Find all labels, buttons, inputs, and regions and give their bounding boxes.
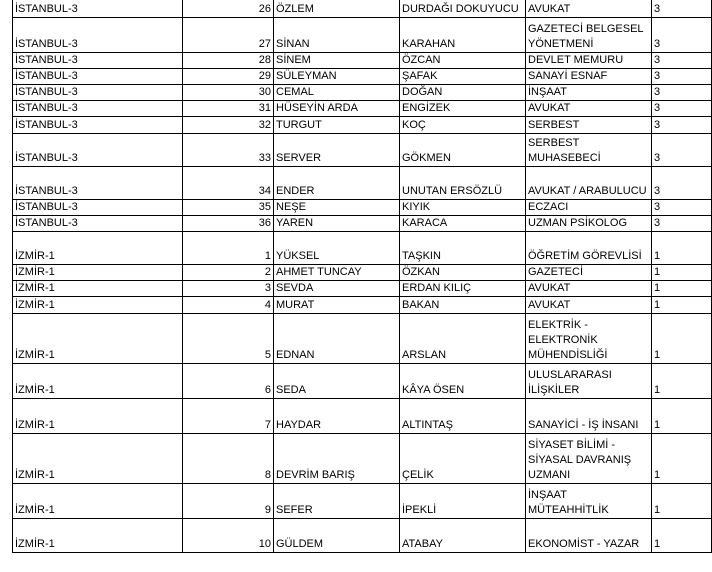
cell-order-number: 2: [183, 265, 274, 281]
cell-profession: AVUKAT: [526, 281, 652, 297]
cell-order-number: 29: [183, 69, 274, 85]
table-row: [13, 167, 712, 200]
cell-district: İZMİR-1: [13, 297, 183, 314]
cell-district: İZMİR-1: [13, 399, 183, 434]
cell-order-number: 7: [183, 399, 274, 434]
cell-first-name: SİNEM: [274, 53, 400, 69]
cell-order-number: 28: [183, 53, 274, 69]
cell-code: 3: [652, 0, 712, 18]
cell-profession: AVUKAT: [526, 101, 652, 117]
cell-order-number: 31: [183, 101, 274, 117]
cell-order-number: 4: [183, 297, 274, 314]
cell-code: 1: [652, 232, 712, 265]
cell-code: 1: [652, 399, 712, 434]
cell-order-number: 6: [183, 364, 274, 399]
cell-district: İZMİR-1: [13, 364, 183, 399]
cell-profession: SANAYİ ESNAF: [526, 69, 652, 85]
cell-district: İSTANBUL-3: [13, 134, 183, 167]
cell-last-name: DURDAĞI DOKUYUCU: [400, 0, 526, 18]
table-row: [13, 232, 712, 265]
table-row: [13, 314, 712, 364]
cell-first-name: GÜLDEM: [274, 519, 400, 553]
cell-order-number: 36: [183, 216, 274, 232]
cell-district: İSTANBUL-3: [13, 18, 183, 53]
cell-code: 3: [652, 85, 712, 101]
cell-profession: AVUKAT: [526, 297, 652, 314]
cell-last-name: TAŞKIN: [400, 232, 526, 265]
cell-last-name: ŞAFAK: [400, 69, 526, 85]
cell-order-number: 35: [183, 200, 274, 216]
cell-profession: ÖĞRETİM GÖREVLİSİ: [526, 232, 652, 265]
cell-order-number: 33: [183, 134, 274, 167]
cell-first-name: ENDER: [274, 167, 400, 200]
cell-first-name: SEVDA: [274, 281, 400, 297]
cell-district: İZMİR-1: [13, 265, 183, 281]
cell-first-name: SÜLEYMAN: [274, 69, 400, 85]
cell-district: İZMİR-1: [13, 519, 183, 553]
table-row: [13, 281, 712, 297]
cell-district: İSTANBUL-3: [13, 85, 183, 101]
cell-last-name: KARACA: [400, 216, 526, 232]
cell-last-name: ÇELİK: [400, 434, 526, 484]
cell-district: İSTANBUL-3: [13, 0, 183, 18]
cell-district: İSTANBUL-3: [13, 200, 183, 216]
table-row: [13, 117, 712, 134]
cell-profession: AVUKAT: [526, 0, 652, 18]
cell-last-name: DOĞAN: [400, 85, 526, 101]
cell-last-name: ATABAY: [400, 519, 526, 553]
cell-code: 1: [652, 519, 712, 553]
cell-order-number: 32: [183, 117, 274, 134]
cell-code: 1: [652, 281, 712, 297]
cell-district: İSTANBUL-3: [13, 167, 183, 200]
table-row: [13, 18, 712, 53]
cell-order-number: 9: [183, 484, 274, 519]
cell-district: İZMİR-1: [13, 314, 183, 364]
cell-profession: GAZETECİ: [526, 265, 652, 281]
cell-order-number: 5: [183, 314, 274, 364]
table-row: [13, 85, 712, 101]
cell-order-number: 30: [183, 85, 274, 101]
cell-order-number: 26: [183, 0, 274, 18]
candidate-table-body: [13, 0, 712, 553]
cell-last-name: BAKAN: [400, 297, 526, 314]
cell-profession: İNŞAAT: [526, 85, 652, 101]
cell-code: 1: [652, 314, 712, 364]
cell-last-name: KIYIK: [400, 200, 526, 216]
cell-last-name: KÂYA ÖSEN: [400, 364, 526, 399]
table-row: [13, 519, 712, 553]
cell-district: İSTANBUL-3: [13, 69, 183, 85]
cell-code: 3: [652, 53, 712, 69]
cell-first-name: HAYDAR: [274, 399, 400, 434]
cell-last-name: İPEKLİ: [400, 484, 526, 519]
cell-order-number: 10: [183, 519, 274, 553]
cell-district: İSTANBUL-3: [13, 216, 183, 232]
cell-profession: AVUKAT / ARABULUCU: [526, 167, 652, 200]
cell-code: 3: [652, 134, 712, 167]
cell-first-name: NEŞE: [274, 200, 400, 216]
cell-last-name: ALTINTAŞ: [400, 399, 526, 434]
table-row: [13, 101, 712, 117]
cell-code: 3: [652, 101, 712, 117]
cell-profession: GAZETECİ BELGESEL YÖNETMENİ: [526, 18, 652, 53]
candidate-table: [12, 0, 712, 553]
table-row: [13, 265, 712, 281]
cell-first-name: ÖZLEM: [274, 0, 400, 18]
table-row: [13, 297, 712, 314]
cell-first-name: TURGUT: [274, 117, 400, 134]
cell-profession: ECZACI: [526, 200, 652, 216]
table-row: [13, 53, 712, 69]
cell-first-name: MURAT: [274, 297, 400, 314]
cell-code: 3: [652, 216, 712, 232]
cell-first-name: SEFER: [274, 484, 400, 519]
cell-last-name: ERDAN KILIÇ: [400, 281, 526, 297]
cell-last-name: KARAHAN: [400, 18, 526, 53]
cell-district: İZMİR-1: [13, 232, 183, 265]
cell-first-name: CEMAL: [274, 85, 400, 101]
cell-first-name: SERVER: [274, 134, 400, 167]
cell-profession: SERBEST MUHASEBECİ: [526, 134, 652, 167]
cell-code: 3: [652, 69, 712, 85]
cell-district: İZMİR-1: [13, 434, 183, 484]
table-row: [13, 216, 712, 232]
cell-district: İSTANBUL-3: [13, 101, 183, 117]
cell-district: İZMİR-1: [13, 281, 183, 297]
table-row: [13, 399, 712, 434]
cell-first-name: YAREN: [274, 216, 400, 232]
table-row: [13, 434, 712, 484]
cell-code: 1: [652, 265, 712, 281]
cell-order-number: 8: [183, 434, 274, 484]
cell-profession: UZMAN PSİKOLOG: [526, 216, 652, 232]
cell-first-name: SİNAN: [274, 18, 400, 53]
cell-last-name: GÖKMEN: [400, 134, 526, 167]
cell-order-number: 27: [183, 18, 274, 53]
cell-profession: ELEKTRİK - ELEKTRONİK MÜHENDİSLİĞİ: [526, 314, 652, 364]
table-row: [13, 484, 712, 519]
cell-first-name: YÜKSEL: [274, 232, 400, 265]
cell-code: 1: [652, 434, 712, 484]
cell-last-name: KOÇ: [400, 117, 526, 134]
cell-last-name: ÖZCAN: [400, 53, 526, 69]
cell-order-number: 3: [183, 281, 274, 297]
cell-code: 3: [652, 167, 712, 200]
cell-order-number: 34: [183, 167, 274, 200]
cell-district: İZMİR-1: [13, 484, 183, 519]
cell-district: İSTANBUL-3: [13, 117, 183, 134]
cell-profession: SİYASET BİLİMİ - SİYASAL DAVRANIŞ UZMANI: [526, 434, 652, 484]
cell-profession: SANAYİCİ - İŞ İNSANI: [526, 399, 652, 434]
cell-code: 1: [652, 484, 712, 519]
table-row: [13, 364, 712, 399]
cell-last-name: ÖZKAN: [400, 265, 526, 281]
cell-code: 1: [652, 297, 712, 314]
cell-first-name: EDNAN: [274, 314, 400, 364]
cell-profession: DEVLET MEMURU: [526, 53, 652, 69]
cell-first-name: HÜSEYİN ARDA: [274, 101, 400, 117]
cell-profession: SERBEST: [526, 117, 652, 134]
table-row: [13, 134, 712, 167]
cell-last-name: ENGİZEK: [400, 101, 526, 117]
table-row: [13, 200, 712, 216]
table-row: [13, 0, 712, 18]
cell-code: 3: [652, 117, 712, 134]
cell-code: 1: [652, 364, 712, 399]
table-row: [13, 69, 712, 85]
cell-first-name: DEVRİM BARIŞ: [274, 434, 400, 484]
cell-profession: EKONOMİST - YAZAR: [526, 519, 652, 553]
cell-last-name: ARSLAN: [400, 314, 526, 364]
cell-last-name: UNUTAN ERSÖZLÜ: [400, 167, 526, 200]
cell-first-name: SEDA: [274, 364, 400, 399]
cell-code: 3: [652, 18, 712, 53]
cell-profession: İNŞAAT MÜTEAHHİTLİK: [526, 484, 652, 519]
cell-code: 3: [652, 200, 712, 216]
cell-profession: ULUSLARARASI İLİŞKİLER: [526, 364, 652, 399]
cell-first-name: AHMET TUNCAY: [274, 265, 400, 281]
cell-order-number: 1: [183, 232, 274, 265]
cell-district: İSTANBUL-3: [13, 53, 183, 69]
